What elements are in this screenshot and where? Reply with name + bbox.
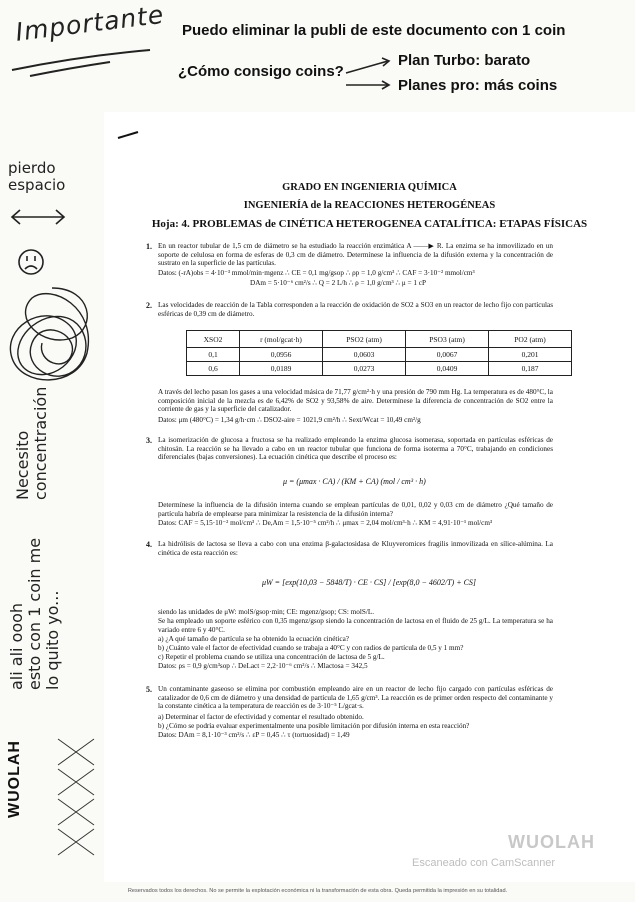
table-cell: 0,1 (187, 348, 240, 362)
double-arrow-icon (8, 206, 68, 228)
problem-4-data: Datos: ρs = 0,9 g/cm³sop ∴ DeLact = 2,2·10⁻⁶ cm²/s ∴ Mlactosa = 342,5 (158, 662, 368, 670)
ali-line3: lo quito yo... (43, 590, 62, 690)
table-cell: 0,0067 (406, 348, 489, 362)
equation-2: μW = [exp(10,03 − 5848/T) · CE · CS] / [exp(8,0 − 4602/T) + CS] (262, 578, 477, 587)
problem-1-data-line1: Datos: (-rA)obs = 4·10⁻³ mmol/min·mgenz ∴ CE = 0,1 mg/gsop ∴ ρp = 1,0 g/cm³ ∴ CAF = 3·10⁻² mmol/cm³ (158, 269, 475, 277)
problem-5-number: 5. (146, 685, 152, 694)
problem-5-question-a: a) Determinar el factor de efectividad y comentar el resultado obtenido. (158, 713, 364, 721)
plan-turbo-link[interactable]: Plan Turbo: barato (398, 52, 531, 69)
problem-5-data: Datos: DAm = 8,1·10⁻³ cm²/s ∴ εP = 0,45 ∴ τ (tortuosidad) = 1,49 (158, 731, 350, 739)
scribble-icon (2, 278, 102, 398)
ali-line2: esto con 1 coin me (25, 537, 44, 690)
page-mark (116, 130, 142, 142)
course-title: INGENIERÍA de la REACCIONES HETEROGÉNEAS (243, 200, 496, 211)
problem-1-number: 1. (146, 242, 152, 251)
problem-1-text: En un reactor tubular de 1,5 cm de diámetro se ha estudiado la reacción enzimática A ——▶ R. La enzima se ha inmovilizado en un soporte de celulosa en forma de esferas de 0,3 cm de diámetro. Determínese la influencia de la difusión externa y la concentración de sustrato en la superficie de las partículas. (158, 242, 553, 268)
problem-3-text: La isomerización de glucosa a fructosa se ha realizado empleando la enzima glucosa isomerasa, soportada en partículas esféricas de chitosán. La reacción se ha llevado a cabo en un reactor tubular que funciona de forma isoterma a 70°C, trabajando en condiciones diferenciales (bajas conversiones). La ecuación cinética que describe el proceso es: (158, 436, 553, 462)
pierdo-espacio-note (8, 160, 65, 194)
table-cell: 0,0189 (240, 362, 323, 376)
plan-pro-link[interactable]: Planes pro: más coins (398, 77, 558, 94)
problem-1-data-line2: DAm = 5·10⁻⁶ cm²/s ∴ Q = 2 L/h ∴ ρ = 1,0 g/cm³ ∴ μ = 1 cP (250, 279, 426, 287)
problem-4-text: La hidrólisis de lactosa se lleva a cabo con una enzima β-galactosidasa de Kluyveromices fragilis inmovilizada en sílice-alúmina. La cinética de esta reacción es: (158, 540, 553, 557)
problem-2-text2: A través del lecho pasan los gases a una velocidad másica de 71,77 g/cm²·h y una presión de 790 mm Hg. La temperatura es de 480°C, la composición inicial de la mezcla es de 6,42% de SO2 y 93,58% de aire. Determínese la diferencia de concentración de SO2 entre la corriente de gas y la superficie del catalizador. (158, 388, 553, 414)
table-row (187, 362, 572, 376)
table-row (187, 348, 572, 362)
problem-3-number: 3. (146, 436, 152, 445)
table-header-cell: PO2 (atm) (489, 331, 572, 348)
ali-line1: ali ali oooh (7, 602, 26, 690)
table-cell: 0,0273 (323, 362, 406, 376)
problem-5-text: Un contaminante gaseoso se elimina por combustión empleando aire en un reactor de lecho fijo cargado con partículas esféricas de catalizador de 0,6 cm de diámetro y una densidad de partícula de 1,65 g/cm³. La reacción es de primer orden respecto del contaminante y la constante cinética a la temperatura de reacción es de 3·10⁻⁵ L/gcat·s. (158, 685, 553, 711)
table-header-cell: XSO2 (187, 331, 240, 348)
problem-4-question-a: a) ¿A qué tamaño de partícula se ha obtenido la ecuación cinética? (158, 635, 349, 643)
degree-title: GRADO EN INGENIERIA QUÍMICA (282, 182, 457, 193)
necesito-concentracion-note (14, 387, 50, 500)
table-cell: 0,187 (489, 362, 572, 376)
problem-4-question-c: c) Repetir el problema cuando se utiliza una concentración de lactosa de 5 g/L. (158, 653, 385, 661)
remove-ads-text: Puedo eliminar la publi de este documento con 1 coin (182, 22, 566, 39)
coins-question: ¿Cómo consigo coins? (178, 63, 344, 80)
pierdo-text: pierdo (8, 159, 56, 177)
table-header-cell: PSO3 (atm) (406, 331, 489, 348)
table-header-row (187, 331, 572, 348)
table-cell: 0,0409 (406, 362, 489, 376)
problem-2-number: 2. (146, 301, 152, 310)
problem-4-units: siendo las unidades de μW: molS/gsop·min; CE: mgenz/gsop; CS: molS/L. (158, 608, 375, 616)
problem-4-text3: Se ha empleado un soporte esférico con 0,35 mgenz/gsop siendo la concentración de lactosa en el fluido de 25 g/L. La temperatura se ha variado entre 6 y 40°C. (158, 617, 553, 634)
ali-ali-note (8, 538, 62, 690)
concentracion-text: concentración (31, 386, 50, 500)
underline-decoration (10, 48, 160, 78)
problem-2-text: Las velocidades de reacción de la Tabla corresponden a la reacción de oxidación de SO2 a SO3 en un reactor de lecho fijo con partículas esféricas de 0,39 cm de diámetro. (158, 301, 553, 318)
table-header-cell: r (mol/gcat·h) (240, 331, 323, 348)
importante-heading: Importante (14, 0, 166, 47)
necesito-text: Necesito (13, 430, 32, 500)
crosshatch-icon (54, 735, 99, 875)
problem-5-question-b: b) ¿Cómo se podría evaluar experimentalmente una posible limitación por difusión interna en esta reacción? (158, 722, 470, 730)
camscanner-watermark: Escaneado con CamScanner (412, 857, 556, 869)
sad-face-icon (16, 247, 46, 277)
problem-2-data: Datos: μm (480°C) = 1,34 g/h·cm ∴ DSO2-aire = 1021,9 cm²/h ∴ Sext/Wcat = 10,49 cm²/g (158, 416, 421, 424)
problem-3-text2: Determínese la influencia de la difusión interna cuando se emplean partículas de 0,01, 0,02 y 0,03 cm de diámetro ¿Qué tamaño de partícula habría de emplearse para minimizar la resistencia de la difusión interna? (158, 501, 553, 518)
wuolah-watermark-logo: WUOLAH (508, 832, 595, 852)
table-cell: 0,0956 (240, 348, 323, 362)
table-cell: 0,6 (187, 362, 240, 376)
table-cell: 0,201 (489, 348, 572, 362)
problem-4-number: 4. (146, 540, 152, 549)
copyright-footer: Reservados todos los derechos. No se permite la explotación económica ni la transformación de esta obra. Queda permitida la impresión en su totalidad. (127, 888, 508, 894)
table-cell: 0,0603 (323, 348, 406, 362)
problem-3-data: Datos: CAF = 5,15·10⁻² mol/cm³ ∴ De,Am = 1,5·10⁻⁵ cm²/h ∴ μmax = 2,04 mol/cm³·h ∴ KM = 4,91·10⁻¹ mol/cm³ (158, 519, 493, 527)
problem-4-question-b: b) ¿Cuánto vale el factor de efectividad cuando se trabaja a 40°C y con radios de partícula de 0,5 y 1 mm? (158, 644, 464, 652)
equation-1: μ = (μmax · CA) / (KM + CA) (mol / cm³ · h) (283, 477, 426, 486)
table-header-cell: PSO2 (atm) (323, 331, 406, 348)
sheet-title: Hoja: 4. PROBLEMAS de CINÉTICA HETEROGENEA CATALÍTICA: ETAPAS FÍSICAS (151, 218, 588, 230)
espacio-text: espacio (8, 176, 66, 194)
rates-table (186, 330, 572, 376)
wuolah-vertical-logo: WUOLAH (6, 740, 23, 818)
arrows-icon (344, 55, 396, 95)
promo-banner (0, 0, 635, 112)
